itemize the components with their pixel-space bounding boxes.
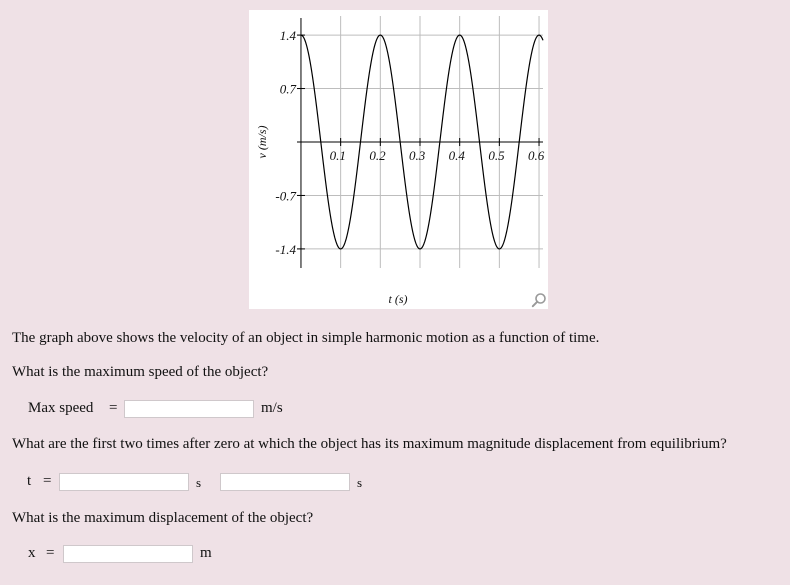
y-tick-label: 1.4 xyxy=(279,28,296,44)
y-tick-label: 0.7 xyxy=(279,81,296,97)
x-tick-label: 0.6 xyxy=(528,148,545,163)
question-max-speed: What is the maximum speed of the object? xyxy=(12,364,269,380)
equals-sign: = xyxy=(43,473,52,489)
max-speed-input[interactable] xyxy=(124,400,254,418)
equals-sign: = xyxy=(46,545,55,561)
question-max-displacement: What is the maximum displacement of the object? xyxy=(12,510,314,526)
times-row xyxy=(0,473,790,493)
y-tick-label: -1.4 xyxy=(275,241,296,257)
time-2-unit: s xyxy=(357,475,363,490)
y-axis-label: v (m/s) xyxy=(255,125,269,159)
velocity-chart-svg xyxy=(249,10,548,309)
displacement-row xyxy=(0,545,790,565)
time-1-input[interactable] xyxy=(59,473,189,491)
x-tick-label: 0.5 xyxy=(488,148,505,163)
y-tick-label: -0.7 xyxy=(275,188,296,204)
x-tick-label: 0.1 xyxy=(329,148,346,163)
x-tick-label: 0.2 xyxy=(369,148,386,163)
max-speed-unit: m/s xyxy=(261,400,283,416)
x-tick-label: 0.4 xyxy=(448,148,465,163)
equals-sign: = xyxy=(109,400,118,416)
time-label: t xyxy=(27,473,32,489)
displacement-label: x xyxy=(28,545,36,561)
question-graph-description: The graph above shows the velocity of an object in simple harmonic motion as a function of time. xyxy=(12,330,600,346)
time-1-unit: s xyxy=(196,475,202,490)
time-2-input[interactable] xyxy=(220,473,350,491)
chart-labels xyxy=(255,28,545,306)
question-max-displacement-times: What are the first two times after zero at which the object has its maximum magnitude displacement from equilibrium? xyxy=(12,436,727,452)
max-speed-row xyxy=(0,400,790,420)
max-speed-label: Max speed xyxy=(28,400,94,416)
velocity-graph xyxy=(249,10,548,309)
displacement-input[interactable] xyxy=(63,545,193,563)
magnifier-icon[interactable] xyxy=(531,292,547,308)
displacement-unit: m xyxy=(200,545,212,561)
x-tick-label: 0.3 xyxy=(409,148,426,163)
x-axis-label: t (s) xyxy=(388,292,408,306)
